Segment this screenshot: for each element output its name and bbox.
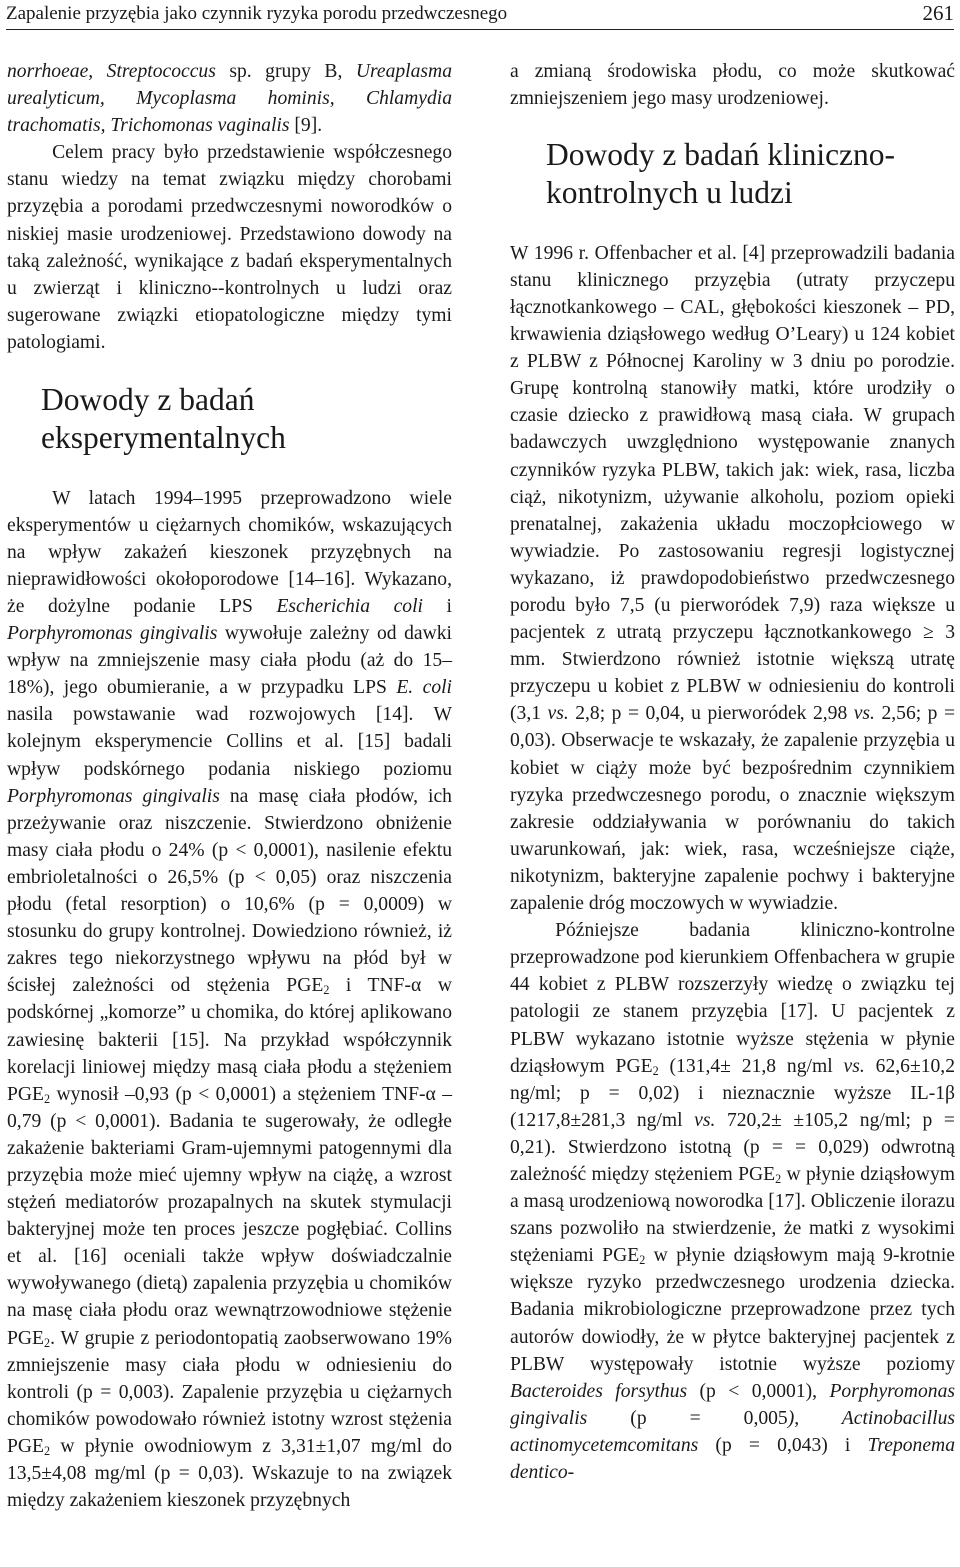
text-run: nasila powstawanie wad rozwojowych [14]. W kolejnym eksperymencie Collins et al. [15] badali wpływ podskórnego podania niskiego poziomu [7,704,452,780]
subscript: 2 [44,1443,51,1458]
subscript: 2 [639,1253,646,1268]
text-run: wywołuje zależny od dawki wpływ na zmniejszenie masy ciała płodu (aż do 15–18%), jego obumieranie, a w przypadku LPS [7,623,452,699]
paragraph-later-studies [510,917,955,1486]
italic-text: vs. [547,703,569,725]
italic-text: Bacteroides forsythus [510,1380,688,1402]
section-heading-experimental: Dowody z badań eksperymentalnych [41,382,286,456]
paragraph-experimental [7,485,452,1515]
section-heading-clinical: Dowody z badań kliniczno-kontrolnych u ludzi [546,137,896,211]
italic-text: Porphyromonas gingivalis [7,623,218,645]
text-run: sp. grupy B, [215,61,356,82]
italic-text: vs. [853,703,875,725]
italic-text: norrhoeae, Streptococcus [7,61,216,82]
text-run: (131,4± 21,8 ng/ml [658,1055,844,1077]
paragraph-offenbacher-1996 [510,240,955,917]
text-run: wynosił –0,93 (p < 0,0001) a stężeniem TNF-α –0,79 (p < 0,0001). Badania te sugerowały, że odległe zakażenie bakteriami Gram-ujemnymi patogennymi dla przyzębia może mieć ujemny wpływ na ciążę, a wzrost stężeń mediatorów prozapalnych na skutek stymulacji bakteryjnej może ten proces jeszcze pogłębiać. Collins et al. [16] oceniali także wpływ doświadczalnie wywoływanego (dietą) zapalenia przyzębia u chomików na masę ciała płodu oraz wewnątrzowodniowe stężenie PGE [7,1083,452,1349]
text-run: W 1996 r. Offenbacher et al. [4] przeprowadzili badania stanu klinicznego przyzębia (utraty przyczepu łącznotkankowego – CAL, głębokości kieszonek – PD, krwawienia dziąsłowego według O’Leary) u 124 kobiet z PLBW z Północnej Karoliny w 3 dniu po porodzie. Grupę kontrolną stanowiły matki, które urodziły o czasie dziecko z prawidłową masą ciała. W grupach badawczych uwzględniono występowanie znanych czynników ryzyka PLBW, takich jak: wiek, rasa, liczba ciąż, nikotynizm, używanie alkoholu, poziom opieki prenatalnej, zakażenia układu moczopłciowego w wywiadzie. Po zastosowaniu regresji logistycznej wykazano, iż prawdopodobieństwo przedwczesnego porodu było 7,5 (u pierworódek 7,9) raza większe u pacjentek z utratą przyczepu łącznotkankowego ≥ 3 mm. Stwierdzono również istotnie większą utratę przyczepu u kobiet z PLBW w odniesieniu do kontroli (3,1 [510,242,955,725]
running-header [6,0,954,30]
italic-text: ), Actinobacillus actinomycetemcomitans [510,1407,955,1456]
paragraph-aim: Celem pracy było przedstawienie współczesnego stanu wiedzy na temat związku między chorobami przyzębia a porodami przedwczesnymi noworodków o niskiej masie urodzeniowej. Przedstawiono dowody na taką zależność, wynikające z badań eksperymentalnych u zwierząt i kliniczno-‑kontrolnych u ludzi oraz sugerowane związki etiopatologiczne między tymi patologiami. [7,142,452,353]
text-run: na masę ciała płodów, ich przeżywanie oraz niszczenie. Stwierdzono obniżenie masy ciała płodu o 24% (p < 0,0001), nasilenie efektu embrioletalności o 26,5% (p < 0,05) oraz niszczenia płodu (fetal resorption) o 10,6% (p = 0,0009) w stosunku do grupy kontrolnej. Dowiedziono również, iż zakres tego niekorzystnego wpływu na płód był w ścisłej zależności od stężenia PGE [7,785,452,997]
text-run: 62,6±10,2 ng/ml; p = 0,02) i nieznacznie wyższe IL-1β (1217,8±281,3 ng/ml [510,1055,955,1131]
text-run: 2,56; p = 0,03). Obserwacje te wskazały, że zapalenie przyzębia u kobiet w ciąży może być bezpośrednim czynnikiem ryzyka przedwczesnego porodu, o znacznie większym zakresie oddziaływania w porównaniu do takich uwarunkowań, jak: wiek, rasa, wcześniejsze ciąże, nikotynizm, bakteryjne zapalenie pochwy i bakteryjne zapalenie dróg moczowych w wywiadzie. [510,703,956,915]
text-run: [9]. [289,115,323,137]
text-run: Późniejsze badania kliniczno-kontrolne przeprowadzone pod kierunkiem Offenbachera w grupie 44 kobiet z PLBW rozszerzyły wiedzę o związku tej patologii ze stanem przyzębia [17]. U pacjentek z PLBW wykazano istotnie wyższe stężenia w płynie dziąsłowym PGE [510,920,955,1077]
paragraph-pathogens [7,58,452,139]
text-run: 720,2± ±105,2 ng/ml; p = 0,21). Stwierdzono istotną (p = = 0,029) odwrotną zależność między stężeniem PGE [510,1109,955,1185]
left-column [7,58,452,1514]
text-run: (p = 0,005 [587,1407,788,1429]
text-run: w płynie owodniowym z 3,31±1,07 mg/ml do 13,5±4,08 mg/ml (p = 0,03). Wskazuje to na związek między zakażeniem kieszonek przyzębnych [7,1435,452,1512]
subscript: 2 [44,1335,51,1350]
text-run: . W grupie z periodontopatią zaobserwowano 19% zmniejszenie masy ciała płodu w odniesieniu do kontroli (p = 0,003). Zapalenie przyzębia u ciężarnych chomików powodowało również istotny wzrost stężenia PGE [7,1327,452,1457]
text-run: i [422,596,452,617]
text-run: (p = 0,043) i [698,1434,868,1456]
text-run: W latach 1994–1995 przeprowadzono wiele eksperymentów u ciężarnych chomików, wskazujących na wpływ zakażeń kieszonek przyzębnych na nieprawidłowości okołoporodowe [14–16]. Wykazano, że dożylne podanie LPS [7,487,452,617]
italic-text: Porphyromonas gingivalis [7,785,220,807]
subscript: 2 [44,1091,51,1106]
italic-text: vs. [843,1055,865,1077]
italic-text: Escherichia coli [276,596,423,617]
right-column [510,58,955,1486]
text-run: 2,8; p = 0,04, u pierworódek 2,98 [568,703,854,725]
subscript: 2 [323,983,330,998]
text-run: (p < 0,0001), [687,1380,830,1402]
subscript: 2 [775,1172,782,1186]
italic-text: E. coli [396,677,453,699]
italic-text: Treponema dentico- [510,1434,955,1483]
header-rule [6,29,954,30]
text-run: i TNF-α w podskórnej „komorze” u chomika, do której aplikowano zawiesinę bakterii [15]. Na przykład współczynnik korelacji liniowej między masą ciała płodu a stężeniem PGE [7,975,452,1105]
italic-text: vs. [694,1109,716,1131]
italic-text: Ureaplasma urealyticum, Mycoplasma hominis, Chlamydia trachomatis, Trichomonas vaginalis [7,61,452,137]
text-run: w płynie dziąsłowym a masą urodzeniową noworodka [17]. Obliczenie ilorazu szans pozwoliło na stwierdzenie, że matki z wysokimi stężeniami PGE [510,1163,955,1267]
running-title: Zapalenie przyzębia jako czynnik ryzyka porodu przedwczesnego [6,3,508,24]
text-run: w płynie dziąsłowym mają 9-krotnie większe ryzyko przedwczesnego urodzenia dziecka. Badania mikrobiologiczne przeprowadzone przez tych autorów dowiodły, że w płytce bakteryjnej pacjentek z PLBW występowały istotnie wyższe poziomy [510,1245,955,1375]
paragraph-continuation: a zmianą środowiska płodu, co może skutkować zmniejszeniem jego masy urodzeniowej. [510,61,955,110]
italic-text: Porphyromonas gingivalis [510,1380,955,1429]
subscript: 2 [652,1063,659,1078]
page-number: 261 [922,1,954,25]
